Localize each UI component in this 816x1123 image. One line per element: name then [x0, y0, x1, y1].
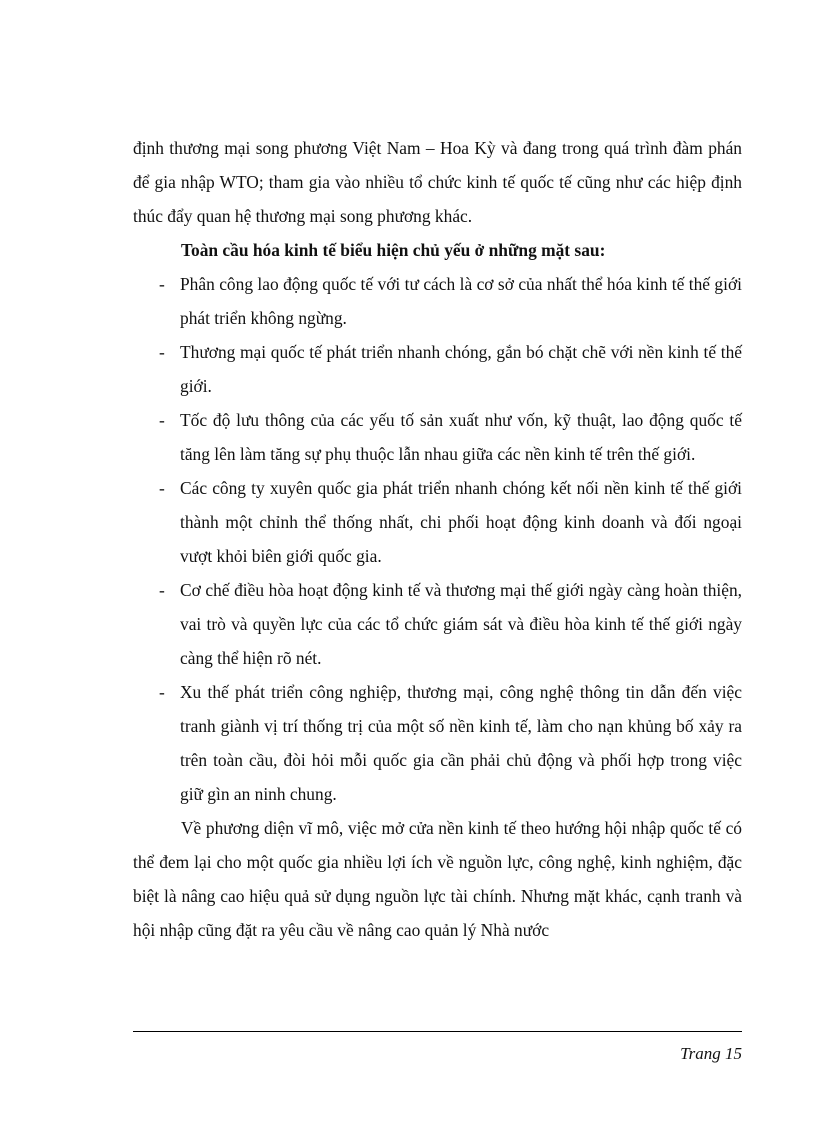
bullet-dash: -	[159, 580, 165, 600]
list-item-text: Phân công lao động quốc tế với tư cách là cơ sở của nhất thể hóa kinh tế thế giới phát triển không ngừng.	[180, 274, 742, 328]
closing-paragraph: Về phương diện vĩ mô, việc mở cửa nền kinh tế theo hướng hội nhập quốc tế có thể đem lại cho một quốc gia nhiều lợi ích về nguồn lực, công nghệ, kinh nghiệm, đặc biệt là nâng cao hiệu quả sử dụng nguồn lực tài chính. Nhưng mặt khác, cạnh tranh và hội nhập cũng đặt ra yêu cầu về nâng cao quản lý Nhà nước	[133, 818, 742, 940]
bullet-dash: -	[159, 410, 165, 430]
intro-paragraph: định thương mại song phương Việt Nam – Hoa Kỳ và đang trong quá trình đàm phán để gia nhập WTO; tham gia vào nhiều tổ chức kinh tế quốc tế cũng như các hiệp định thúc đẩy quan hệ thương mại song phương khác.	[133, 138, 742, 226]
page-body	[133, 131, 742, 947]
section-heading: Toàn cầu hóa kinh tế biểu hiện chủ yếu ở những mặt sau:	[181, 240, 606, 260]
list-item	[133, 335, 742, 403]
list-item-text: Thương mại quốc tế phát triển nhanh chóng, gắn bó chặt chẽ với nền kinh tế thế giới.	[180, 342, 742, 396]
page-number: Trang 15	[680, 1044, 742, 1063]
list-item	[133, 675, 742, 811]
list-item	[133, 573, 742, 675]
list-item	[133, 267, 742, 335]
bullet-dash: -	[159, 274, 165, 294]
bullet-dash: -	[159, 478, 165, 498]
footer-divider	[133, 1031, 742, 1032]
list-item-text: Các công ty xuyên quốc gia phát triển nhanh chóng kết nối nền kinh tế thế giới thành một chỉnh thể thống nhất, chi phối hoạt động kinh doanh và đối ngoại vượt khỏi biên giới quốc gia.	[180, 478, 742, 566]
bullet-dash: -	[159, 342, 165, 362]
list-item-text: Tốc độ lưu thông của các yếu tố sản xuất như vốn, kỹ thuật, lao động quốc tế tăng lên làm tăng sự phụ thuộc lẫn nhau giữa các nền kinh tế trên thế giới.	[180, 410, 742, 464]
list-item-text: Cơ chế điều hòa hoạt động kinh tế và thương mại thế giới ngày càng hoàn thiện, vai trò và quyền lực của các tổ chức giám sát và điều hòa kinh tế thế giới ngày càng thể hiện rõ nét.	[180, 580, 742, 668]
list-item	[133, 403, 742, 471]
bullet-dash: -	[159, 682, 165, 702]
bullet-list	[133, 267, 742, 811]
list-item	[133, 471, 742, 573]
list-item-text: Xu thế phát triển công nghiệp, thương mại, công nghệ thông tin dẫn đến việc tranh giành vị trí thống trị của một số nền kinh tế, làm cho nạn khủng bố xảy ra trên toàn cầu, đòi hỏi mỗi quốc gia cần phải chủ động và phối hợp trong việc giữ gìn an ninh chung.	[180, 682, 742, 804]
